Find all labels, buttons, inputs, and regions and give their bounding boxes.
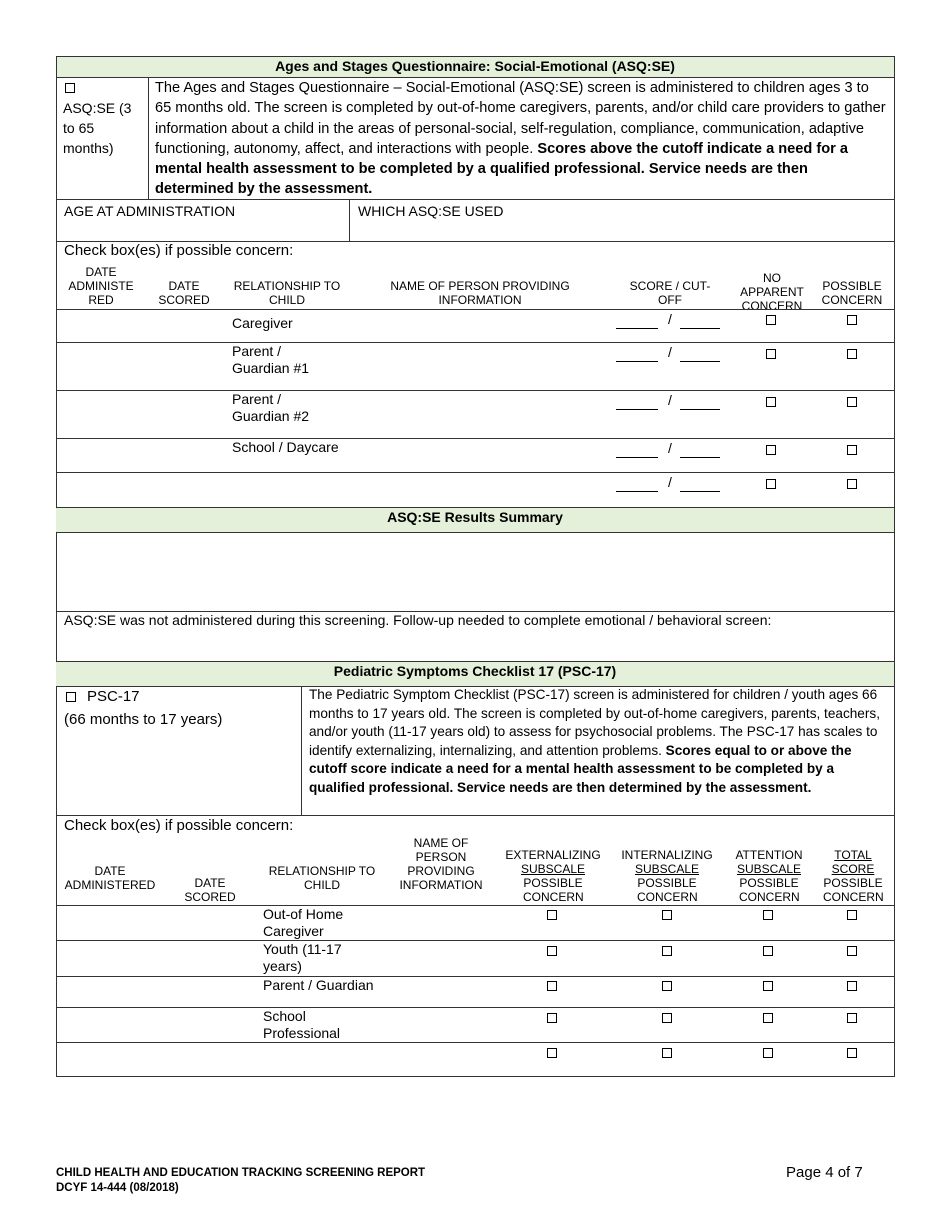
psc-section-title: Pediatric Symptoms Checklist 17 (PSC-17) [333,663,617,679]
form-number: DCYF 14-444 (08/2018) [56,1182,179,1194]
psc-row-relationship: Out-of Home Caregiver [263,906,344,939]
score-slash: / [668,392,672,408]
internalizing-checkbox[interactable] [662,1048,672,1058]
psc-col-relationship: RELATIONSHIP TO CHILD [268,864,376,892]
psc-check-prompt: Check box(es) if possible concern: [64,817,294,834]
psc-row-relationship: Youth (11-17 years) [263,941,342,974]
psc-col-internalizing: INTERNALIZING SUBSCALE POSSIBLE CONCERN [621,848,713,904]
no-concern-checkbox[interactable] [766,445,776,455]
attention-checkbox[interactable] [763,946,773,956]
asq-col-date-scored: DATE SCORED [158,279,210,307]
total-score-checkbox[interactable] [847,946,857,956]
total-score-checkbox[interactable] [847,910,857,920]
cutoff-blank[interactable] [680,457,720,458]
cutoff-blank[interactable] [680,491,720,492]
externalizing-checkbox[interactable] [547,910,557,920]
total-score-checkbox[interactable] [847,1013,857,1023]
score-slash: / [668,474,672,490]
score-blank[interactable] [616,361,658,362]
asq-results-summary-field[interactable] [58,534,892,610]
psc-age-range: (66 months to 17 years) [64,711,223,728]
asq-row-relationship: Parent / Guardian #2 [232,391,310,424]
asq-col-possible-concern: POSSIBLE CONCERN [821,279,883,307]
score-slash: / [668,344,672,360]
form-title: CHILD HEALTH AND EDUCATION TRACKING SCREENING REPORT [56,1167,426,1179]
attention-checkbox[interactable] [763,1048,773,1058]
score-blank[interactable] [616,409,658,410]
asq-col-score: SCORE / CUT-OFF [629,279,711,307]
asq-checkbox-label: ASQ:SE (3 to 65 months) [63,100,132,156]
externalizing-checkbox[interactable] [547,946,557,956]
possible-concern-checkbox[interactable] [847,397,857,407]
asq-results-title: ASQ:SE Results Summary [387,509,563,525]
psc-col-date-scored: DATE SCORED [184,876,236,904]
possible-concern-checkbox[interactable] [847,349,857,359]
total-score-checkbox[interactable] [847,981,857,991]
asq-row-relationship: Caregiver [232,315,293,331]
externalizing-checkbox[interactable] [547,1048,557,1058]
score-slash: / [668,440,672,456]
asq-section-title: Ages and Stages Questionnaire: Social-Emotional (ASQ:SE) [275,58,675,74]
psc-row-relationship: Parent / Guardian [263,977,374,993]
asq-col-no-concern: NO APPARENT CONCERN [740,271,804,313]
cutoff-blank[interactable] [680,361,720,362]
no-concern-checkbox[interactable] [766,349,776,359]
externalizing-checkbox[interactable] [547,981,557,991]
attention-checkbox[interactable] [763,1013,773,1023]
asq-col-date-administered: DATE ADMINISTE RED [68,265,134,307]
attention-checkbox[interactable] [763,981,773,991]
table-right-border [894,56,895,1077]
cutoff-blank[interactable] [680,328,720,329]
asq-checkbox[interactable] [65,83,75,93]
score-blank[interactable] [616,328,658,329]
page-number: Page 4 of 7 [786,1164,863,1181]
possible-concern-checkbox[interactable] [847,315,857,325]
psc-row-relationship: School Professional [263,1008,341,1041]
no-concern-checkbox[interactable] [766,479,776,489]
table-left-border [56,56,57,1077]
possible-concern-checkbox[interactable] [847,479,857,489]
age-at-administration-label: AGE AT ADMINISTRATION [64,203,236,219]
score-slash: / [668,311,672,327]
psc-col-name: NAME OF PERSON PROVIDING INFORMATION [399,836,483,892]
cutoff-blank[interactable] [680,409,720,410]
which-asq-used-label: WHICH ASQ:SE USED [358,203,504,219]
psc-col-date-administered: DATE ADMINISTERED [64,864,156,892]
psc-checkbox-label: PSC-17 [87,688,140,705]
psc-checkbox[interactable] [66,692,76,702]
internalizing-checkbox[interactable] [662,946,672,956]
score-blank[interactable] [616,457,658,458]
asq-description: The Ages and Stages Questionnaire – Social-Emotional (ASQ:SE) screen is administered to children ages 3 to 65 months old. The screen is completed by out-of-home caregivers, parents, and/or child care providers to gather information about a child in the areas of personal-social, self-regulation, compliance, communication, adaptive functioning, autonomy, affect, and interactions with people. Scores above the cutoff indicate a need for a mental health assessment to be completed by a qualified professional. Service needs are then determined by the assessment. [155,80,886,198]
psc-description: The Pediatric Symptom Checklist (PSC-17) screen is administered for children / youth ages 66 months to 17 years old. The screen is completed by out-of-home caregivers, parents, teachers, and/or youth (11-17 years old) to assess for psychosocial problems. The PSC-17 has scales to identify externalizing, internalizing, and attention problems. Scores equal to or above the cutoff score indicate a need for a mental health assessment to be completed by a qualified professional. Service needs are then determined by the assessment. [309,687,880,795]
psc-col-attention: ATTENTION SUBSCALE POSSIBLE CONCERN [735,848,803,904]
no-concern-checkbox[interactable] [766,397,776,407]
attention-checkbox[interactable] [763,910,773,920]
psc-col-externalizing: EXTERNALIZING SUBSCALE POSSIBLE CONCERN [505,848,601,904]
internalizing-checkbox[interactable] [662,1013,672,1023]
form-footer [56,1166,425,1196]
asq-col-name: NAME OF PERSON PROVIDING INFORMATION [390,279,570,307]
score-blank[interactable] [616,491,658,492]
asq-not-administered-note: ASQ:SE was not administered during this screening. Follow-up needed to complete emotional / behavioral screen: [64,612,772,628]
internalizing-checkbox[interactable] [662,910,672,920]
asq-row-relationship: School / Daycare [232,439,339,455]
asq-check-prompt: Check box(es) if possible concern: [64,242,294,259]
no-concern-checkbox[interactable] [766,315,776,325]
possible-concern-checkbox[interactable] [847,445,857,455]
total-score-checkbox[interactable] [847,1048,857,1058]
asq-row-relationship: Parent / Guardian #1 [232,343,310,376]
internalizing-checkbox[interactable] [662,981,672,991]
psc-col-total: TOTAL SCORE POSSIBLE CONCERN [823,848,884,904]
externalizing-checkbox[interactable] [547,1013,557,1023]
asq-col-relationship: RELATIONSHIP TO CHILD [233,279,341,307]
